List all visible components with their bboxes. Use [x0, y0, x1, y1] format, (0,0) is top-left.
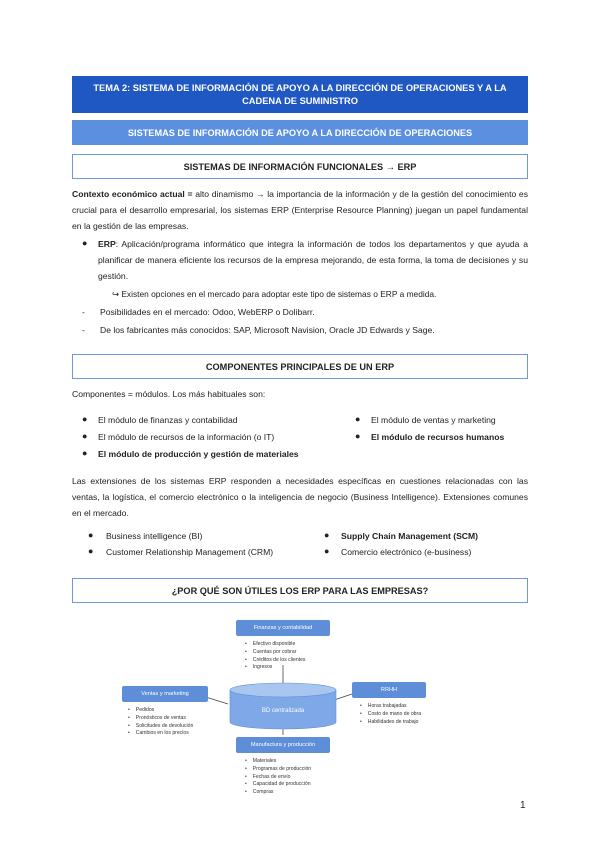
sales-box: Ventas y marketing	[122, 686, 208, 702]
list-item: • Cuentas por cobrar	[245, 649, 305, 657]
known-vendors: De los fabricantes más conocidos: SAP, Microsoft Navision, Oracle JD Edwards y Sage.	[100, 325, 435, 335]
bullet-icon: ●	[82, 448, 88, 458]
extension-item: Comercio electrónico (e-business)	[341, 547, 472, 557]
erp-custom-note: ↪ Existen opciones en el mercado para adoptar este tipo de sistemas o ERP a medida.	[112, 289, 437, 299]
list-item: • Horas trabajadas	[360, 703, 421, 711]
document-title: TEMA 2: SISTEMA DE INFORMACIÓN DE APOYO A LA DIRECCIÓN DE OPERACIONES Y A LA CADENA DE SUMINISTRO	[72, 76, 528, 113]
module-item: El módulo de producción y gestión de materiales	[98, 449, 299, 459]
page-number: 1	[520, 800, 526, 811]
bullet-icon: ●	[355, 414, 361, 424]
database-cylinder-icon	[230, 683, 336, 729]
list-item: • Materiales	[245, 758, 311, 766]
manufacturing-list	[245, 758, 311, 797]
module-item: El módulo de recursos de la información (o IT)	[98, 432, 275, 442]
list-item: • Pronósticos de ventas	[128, 715, 193, 723]
erp-text: : Aplicación/programa informático que integra la información de todos los departamentos y que ayuda a planificar de manera eficiente los recursos de la empresa mejorando, de esta forma, la toma de decisiones y su gestión.	[98, 239, 528, 281]
section-heading-components: COMPONENTES PRINCIPALES DE UN ERP	[72, 354, 528, 379]
dash-marker: -	[82, 325, 85, 335]
module-item: El módulo de recursos humanos	[371, 432, 505, 442]
list-item: • Capacidad de producción	[245, 781, 311, 789]
extensions-paragraph: Las extensiones de los sistemas ERP responden a necesidades específicas en cuestiones relacionadas con las ventas, la logística, el comercio electrónico o la inteligencia de negocio (Business Intelligence). Extensiones comunes en el mercado.	[72, 476, 528, 518]
bullet-icon: ●	[82, 238, 88, 248]
list-item: • Fechas de envío	[245, 774, 311, 782]
module-item: El módulo de ventas y marketing	[371, 415, 496, 425]
section-subtitle: SISTEMAS DE INFORMACIÓN DE APOYO A LA DIRECCIÓN DE OPERACIONES	[72, 120, 528, 145]
erp-label: ERP	[98, 239, 116, 249]
extension-item: Business intelligence (BI)	[106, 531, 203, 541]
bullet-icon: ●	[324, 530, 330, 540]
sales-list	[128, 707, 193, 738]
bullet-icon: ●	[324, 546, 330, 556]
list-item: • Pedidos	[128, 707, 193, 715]
components-intro: Componentes = módulos. Los más habituales son:	[72, 389, 266, 399]
extension-item: Customer Relationship Management (CRM)	[106, 547, 274, 557]
bullet-icon: ●	[82, 414, 88, 424]
section-heading-erp: SISTEMAS DE INFORMACIÓN FUNCIONALES → ERP	[72, 154, 528, 179]
finance-list	[245, 641, 305, 672]
list-item: • Efectivo disponible	[245, 641, 305, 649]
bullet-icon: ●	[82, 431, 88, 441]
list-item: • Solicitudes de devolución	[128, 723, 193, 731]
finance-box: Finanzas y contabilidad	[236, 620, 330, 636]
list-item: • Habilidades de trabajo	[360, 719, 421, 727]
hr-box: RRHH	[352, 682, 426, 698]
section-heading-why-erp: ¿POR QUÉ SON ÚTILES LOS ERP PARA LAS EMPRESAS?	[72, 578, 528, 603]
list-item: • Cambios en los precios	[128, 730, 193, 738]
bullet-icon: ●	[355, 431, 361, 441]
manufacturing-box: Manufactura y producción	[236, 737, 330, 753]
bullet-icon: ●	[88, 530, 94, 540]
intro-text: alto dinamismo → la importancia de la información y de la gestión del conocimiento es crucial para el desarrollo empresarial, los sistemas ERP (Enterprise Resource Planning) juegan un papel fundamental en la gestión de las empresas.	[72, 189, 528, 231]
database-label: BD centralizada	[261, 708, 305, 714]
list-item: • Compras	[245, 789, 311, 797]
list-item: • Costo de mano de obra	[360, 711, 421, 719]
market-options: Posibilidades en el mercado: Odoo, WebERP o Dolibarr.	[100, 307, 315, 317]
bullet-icon: ●	[88, 546, 94, 556]
list-item: • Programas de producción	[245, 766, 311, 774]
dash-marker: -	[82, 307, 85, 317]
intro-bold: Contexto económico actual =	[72, 189, 193, 199]
module-item: El módulo de finanzas y contabilidad	[98, 415, 238, 425]
list-item: • Créditos de los clientes	[245, 657, 305, 665]
list-item: • Ingresos	[245, 664, 305, 672]
extension-item: Supply Chain Management (SCM)	[341, 531, 479, 541]
hr-list	[360, 703, 421, 726]
